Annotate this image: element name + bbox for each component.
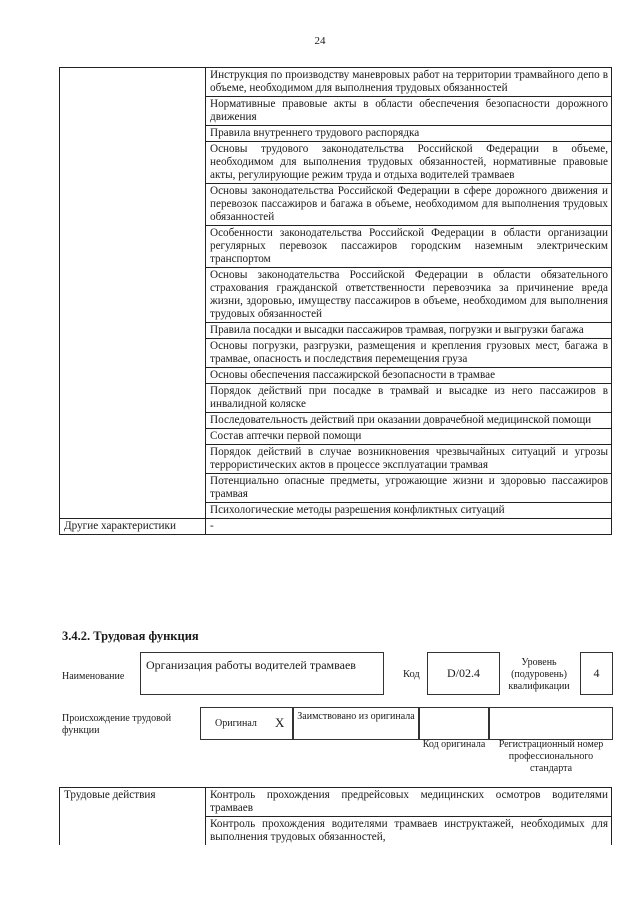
code-value: D/02.4 [447, 666, 480, 680]
knowledge-label-cell [60, 68, 206, 519]
code-value-box [427, 652, 500, 695]
actions-table [59, 787, 612, 845]
orig-code-label: Код оригинала [422, 739, 486, 750]
other-characteristics-label: Другие характеристики [60, 519, 206, 535]
name-value-box [140, 652, 384, 695]
other-characteristics-value: - [206, 519, 612, 535]
knowledge-item: Состав аптечки первой помощи [206, 429, 612, 445]
borrowed-label: Заимствовано из оригинала [297, 711, 415, 722]
knowledge-table [59, 67, 612, 535]
original-box [200, 707, 294, 740]
knowledge-item: Основы погрузки, разгрузки, размещения и крепления грузовых мест, багажа в трамвае, опасность и последствия перемещения груза [206, 339, 612, 368]
knowledge-item: Правила посадки и высадки пассажиров трамвая, погрузки и выгрузки багажа [206, 323, 612, 339]
reg-number-box [488, 707, 613, 740]
level-value-box [580, 652, 613, 695]
level-label: Уровень (подуровень) квалификации [508, 657, 570, 692]
knowledge-item: Особенности законодательства Российской Федерации в области организации регулярных перевозок пассажиров городским наземным электрическим транспортом [206, 226, 612, 268]
knowledge-item: Основы законодательства Российской Федерации в сфере дорожного движения и перевозок пассажиров и багажа в объеме, необходимом для выполнения трудовых обязанностей [206, 184, 612, 226]
knowledge-item: Последовательность действий при оказании доврачебной медицинской помощи [206, 413, 612, 429]
section-title: 3.4.2. Трудовая функция [62, 629, 199, 643]
knowledge-item: Психологические методы разрешения конфликтных ситуаций [206, 503, 612, 519]
knowledge-item: Порядок действий при посадке в трамвай и высадке из него пассажиров в инвалидной коляске [206, 384, 612, 413]
level-value: 4 [593, 666, 600, 680]
knowledge-item: Порядок действий в случае возникновения чрезвычайных ситуаций и угрозы террористических актов в процессе эксплуатации трамвая [206, 445, 612, 474]
original-mark: X [275, 715, 285, 730]
code-label: Код [403, 669, 420, 680]
knowledge-item: Основы законодательства Российской Федерации в области обязательного страхования гражданской ответственности перевозчика за причинение вреда жизни, здоровью, имуществу пассажиров в объеме, необходимом для выполнения трудовых обязанностей [206, 268, 612, 323]
table-row [60, 788, 612, 817]
reg-number-label: Регистрационный номер профессионального стандарта [498, 739, 604, 774]
actions-label: Трудовые действия [60, 788, 206, 846]
origin-label: Происхождение трудовой функции [62, 713, 172, 736]
action-item: Контроль прохождения предрейсовых медицинских осмотров водителями трамваев [206, 788, 612, 817]
knowledge-item: Основы трудового законодательства Российской Федерации в объеме, необходимом для выполнения трудовых обязанностей, нормативные правовые акты, регулирующие режим труда и отдыха водителей трамваев [206, 142, 612, 184]
other-characteristics-row [60, 519, 612, 535]
borrowed-box [292, 707, 420, 740]
original-label: Оригинал [215, 718, 257, 729]
table-row [60, 68, 612, 97]
name-label: Наименование [62, 671, 125, 682]
knowledge-item: Инструкция по производству маневровых работ на территории трамвайного депо в объеме, необходимом для выполнения трудовых обязанностей [206, 68, 612, 97]
knowledge-item: Потенциально опасные предметы, угрожающие жизни и здоровью пассажиров трамвая [206, 474, 612, 503]
knowledge-item: Основы обеспечения пассажирской безопасности в трамвае [206, 368, 612, 384]
action-item: Контроль прохождения водителями трамваев инструктажей, необходимых для выполнения трудовых обязанностей, [206, 817, 612, 846]
page-number: 24 [314, 35, 326, 47]
knowledge-item: Нормативные правовые акты в области обеспечения безопасности дорожного движения [206, 97, 612, 126]
knowledge-item: Правила внутреннего трудового распорядка [206, 126, 612, 142]
orig-code-box [418, 707, 490, 740]
name-value: Организация работы водителей трамваев [146, 658, 356, 672]
